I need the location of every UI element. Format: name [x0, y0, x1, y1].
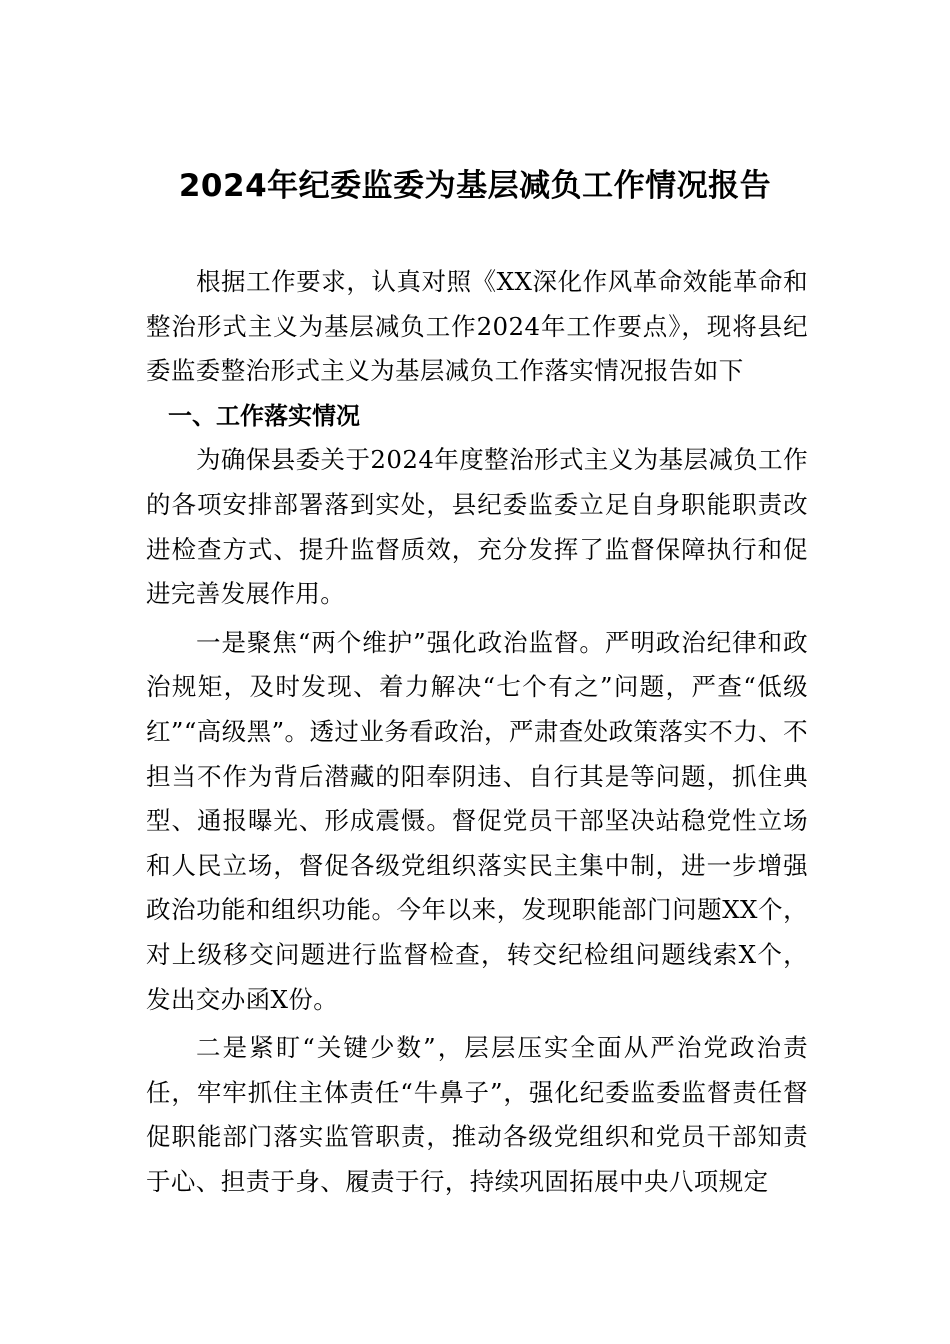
intro-paragraph: 根据工作要求，认真对照《XX深化作风革命效能革命和整治形式主义为基层减负工作2024年工作要点》，现将县纪委监委整治形式主义为基层减负工作落实情况报告如下 [146, 267, 808, 386]
paragraph-overview: 为确保县委关于2024年度整治形式主义为基层减负工作的各项安排部署落到实处，县纪委监委立足自身职能职责改进检查方式、提升监督质效，充分发挥了监督保障执行和促进完善发展作用。 [146, 445, 808, 609]
section-heading-work-implementation: 一、工作落实情况 [168, 401, 360, 430]
document-title: 2024年纪委监委为基层减负工作情况报告 [178, 168, 772, 204]
document-body [146, 260, 808, 1204]
paragraph-key-minority: 二是紧盯“关键少数”，层层压实全面从严治党政治责任，牢牢抓住主体责任“牛鼻子”，强化纪委监委监督责任督促职能部门落实监管职责，推动各级党组织和党员干部知责于心、担责于身、履责于行，持续巩固拓展中央八项规定 [146, 1033, 808, 1196]
paragraph-political-supervision: 一是聚焦“两个维护”强化政治监督。严明政治纪律和政治规矩，及时发现、着力解决“七个有之”问题，严查“低级红”“高级黑”。透过业务看政治，严肃查处政策落实不力、不担当不作为背后潜藏的阳奉阴违、自行其是等问题，抓住典型、通报曝光、形成震慑。督促党员干部坚决站稳党性立场和人民立场，督促各级党组织落实民主集中制，进一步增强政治功能和组织功能。今年以来，发现职能部门问题XX个，对上级移交问题进行监督检查，转交纪检组问题线索X个，发出交办函X份。 [146, 627, 808, 1014]
